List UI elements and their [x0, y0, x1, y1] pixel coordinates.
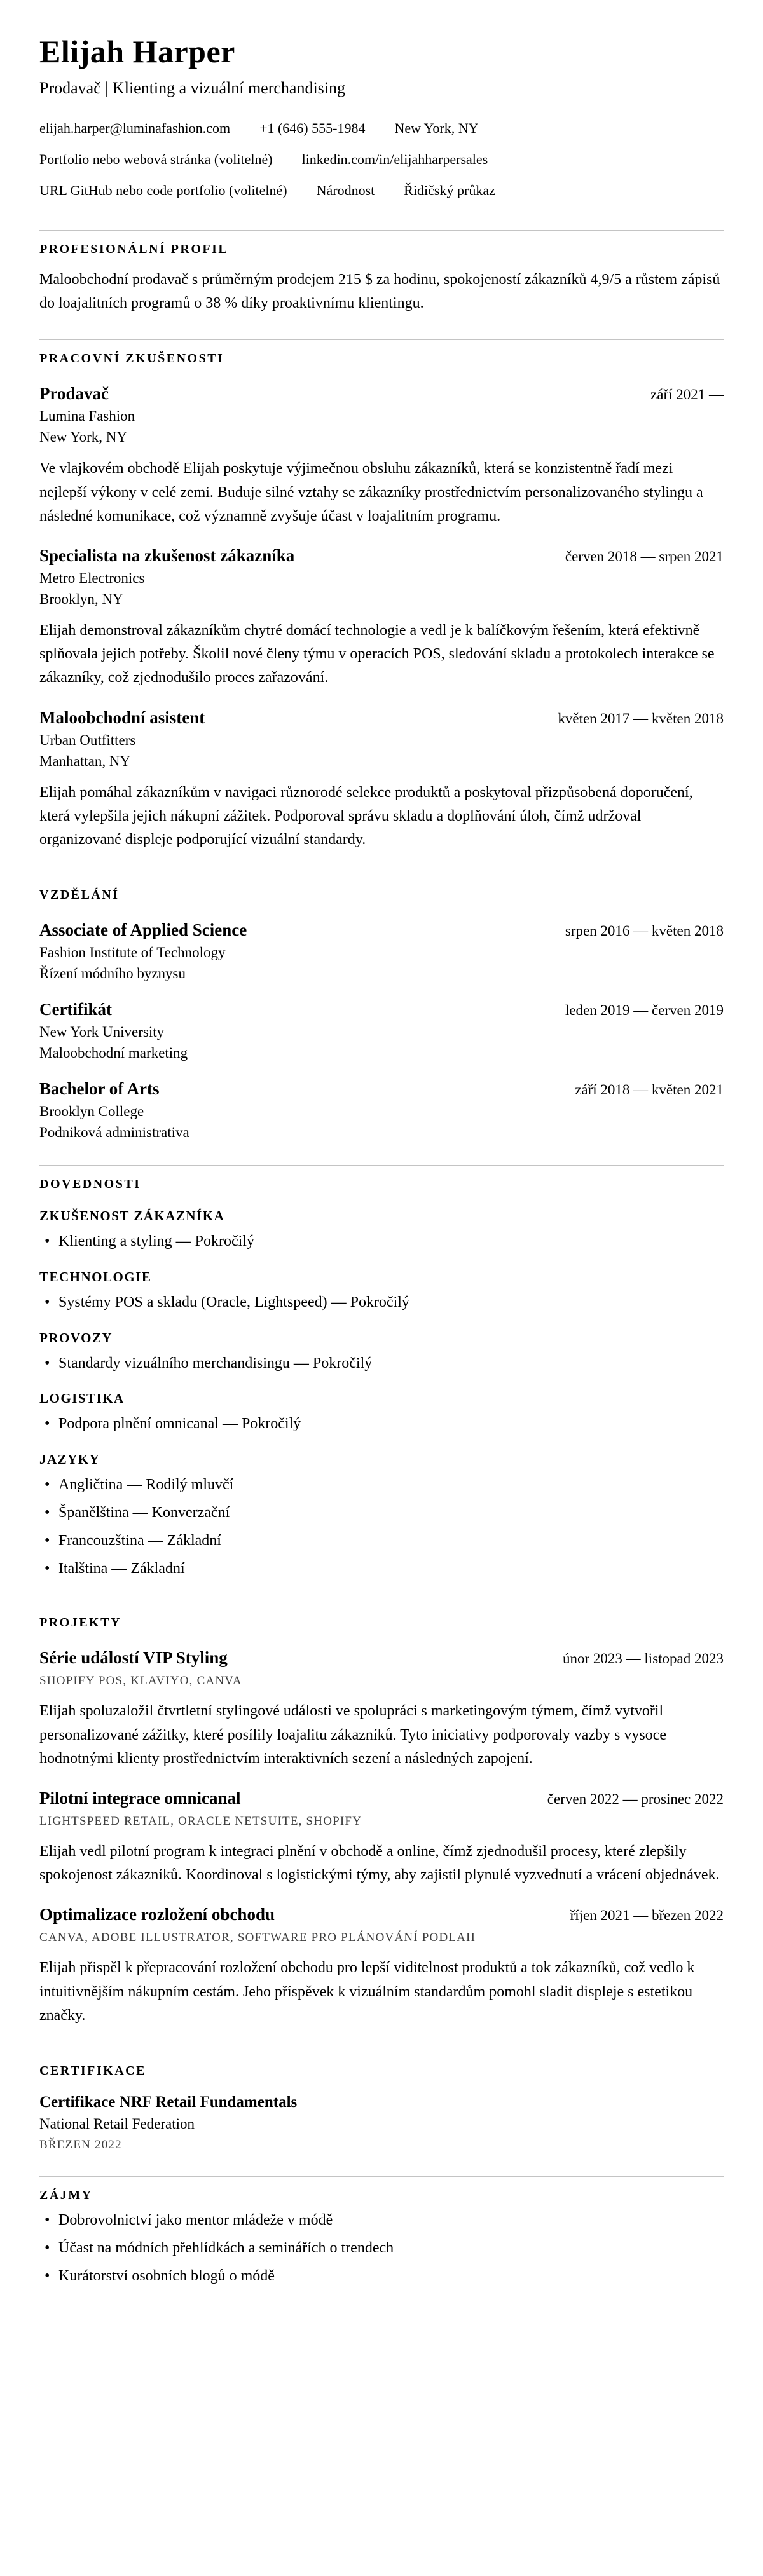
education-dates: leden 2019 — červen 2019 — [565, 1002, 724, 1019]
education-degree: Associate of Applied Science — [39, 920, 247, 940]
project-description: Elijah přispěl k přepracování rozložení obchodu pro lepší viditelnost produktů a tok zákazníků, což vedlo k intuitivnějším nákupním cestám. Jeho příspěvek k vizuálním standardům pomohl sladit displeje s estetikou značky. — [39, 1959, 695, 2024]
job-description: Elijah pomáhal zákazníkům v navigaci různorodé selekce produktů a poskytoval přizpůsobená doporučení, která vylepšila jejich nákupní zážitek. Podporoval správu skladu a doplňování úloh, čímž udržoval organizované displeje podporující vizuální standardy. — [39, 784, 693, 848]
skill-item: • Podpora plnění omnicanal — Pokročilý — [39, 1413, 724, 1435]
education-dates: srpen 2016 — květen 2018 — [565, 923, 724, 939]
certification-entry — [39, 2094, 724, 2152]
skills-list — [39, 1230, 724, 1253]
skills-group — [39, 1391, 724, 1435]
skills-group — [39, 1269, 724, 1314]
person-name: Elijah Harper — [39, 34, 235, 69]
education-dates: září 2018 — květen 2021 — [575, 1082, 724, 1098]
job-location: New York, NY — [39, 429, 128, 446]
skills-group-title: TECHNOLOGIE — [39, 1269, 152, 1285]
education-entry-head — [39, 1079, 724, 1099]
education-degree: Certifikát — [39, 1000, 112, 1019]
job-entry-head — [39, 708, 724, 728]
skills-list — [39, 1413, 724, 1435]
projects-heading: PROJEKTY — [39, 1616, 121, 1630]
skills-group-title: ZKUŠENOST ZÁKAZNÍKA — [39, 1208, 225, 1224]
project-entry — [39, 1789, 724, 1887]
section-certifications — [39, 2052, 724, 2152]
language-item: • Italština — Základní — [39, 1558, 724, 1580]
section-experience — [39, 339, 724, 852]
experience-heading: PRACOVNÍ ZKUŠENOSTI — [39, 351, 224, 366]
skills-group-title: PROVOZY — [39, 1330, 113, 1346]
skills-group-title: LOGISTIKA — [39, 1391, 125, 1407]
project-tools: SHOPIFY POS, KLAVIYO, CANVA — [39, 1674, 242, 1688]
job-company: Urban Outfitters — [39, 732, 136, 748]
education-school: New York University — [39, 1024, 165, 1040]
skill-item: • Standardy vizuálního merchandisingu — Pokročilý — [39, 1353, 724, 1375]
project-entry — [39, 1905, 724, 2027]
project-title: Optimalizace rozložení obchodu — [39, 1905, 275, 1925]
language-item: • Francouzština — Základní — [39, 1530, 724, 1552]
job-entry — [39, 708, 724, 852]
skill-item: • Systémy POS a skladu (Oracle, Lightspeed) — Pokročilý — [39, 1291, 724, 1314]
skills-group — [39, 1452, 724, 1579]
project-description: Elijah vedl pilotní program k integraci plnění v obchodě a online, čímž zjednodušil procesy, které zlepšily spokojenost zákazníků. Koordinoval s logistickými týmy, aby zajistil plynulé vyzvednutí a vrácení objednávek. — [39, 1843, 720, 1884]
education-degree: Bachelor of Arts — [39, 1079, 160, 1099]
job-location: Brooklyn, NY — [39, 590, 123, 607]
education-entry-head — [39, 1000, 724, 1019]
skills-list — [39, 1291, 724, 1314]
project-entry-head — [39, 1905, 724, 1925]
certification-issuer: National Retail Federation — [39, 2115, 195, 2132]
contact-portfolio: Portfolio nebo webová stránka (volitelné) — [39, 151, 273, 167]
job-dates: červen 2018 — srpen 2021 — [565, 548, 724, 564]
contact-block — [39, 113, 724, 206]
job-title: Specialista na zkušenost zákazníka — [39, 545, 295, 565]
certification-date: BŘEZEN 2022 — [39, 2137, 122, 2151]
education-field: Podniková administrativa — [39, 1124, 189, 1141]
project-dates: únor 2023 — listopad 2023 — [563, 1651, 724, 1667]
job-entry-head — [39, 384, 724, 404]
language-item: • Španělština — Konverzační — [39, 1502, 724, 1524]
job-description: Ve vlajkovém obchodě Elijah poskytuje výjimečnou obsluhu zákazníků, která se konzistentně řadí mezi nejlepší výkony v celé zemi. Buduje silné vztahy se zákazníky prostřednictvím personalizovaného stylingu a následné komunikace, což významně zvyšuje účast v loajalitním programu. — [39, 460, 703, 524]
contact-github: URL GitHub nebo code portfolio (volitelné) — [39, 182, 287, 198]
project-entry-head — [39, 1789, 724, 1808]
resume-header — [39, 33, 724, 206]
job-description: Elijah demonstroval zákazníkům chytré domácí technologie a vedl je k balíčkovým řešením, která efektivně splňovala jejich potřeby. Školil nové členy týmu v operacích POS, sledování skladu a protokolech interakce se zákazníky, což zjednodušilo proces zařazování. — [39, 622, 715, 686]
profile-heading: PROFESIONÁLNÍ PROFIL — [39, 242, 229, 256]
contact-driving-license: Řidičský průkaz — [404, 182, 495, 198]
profile-text: Maloobchodní prodavač s průměrným prodejem 215 $ za hodinu, spokojeností zákazníků 4,9/5 a růstem zápisů do loajalitních programů o 38 % díky proaktivnímu klientingu. — [39, 271, 720, 312]
skill-item: • Klienting a styling — Pokročilý — [39, 1230, 724, 1253]
job-title: Maloobchodní asistent — [39, 707, 205, 727]
education-entry — [39, 1000, 724, 1061]
education-entry — [39, 1079, 724, 1141]
job-location: Manhattan, NY — [39, 753, 131, 769]
person-headline: Prodavač | Klienting a vizuální merchandising — [39, 79, 346, 97]
section-profile — [39, 230, 724, 315]
interest-item: • Účast na módních přehlídkách a seminářích o trendech — [39, 2237, 724, 2259]
interests-heading: ZÁJMY — [39, 2188, 93, 2202]
project-entry — [39, 1648, 724, 1771]
contact-linkedin[interactable]: linkedin.com/in/elijahharpersales — [301, 151, 488, 167]
languages-list — [39, 1474, 724, 1579]
contact-phone: +1 (646) 555-1984 — [259, 120, 366, 136]
education-school: Fashion Institute of Technology — [39, 944, 226, 961]
contact-location: New York, NY — [394, 120, 479, 136]
section-education — [39, 876, 724, 1141]
job-entry-head — [39, 546, 724, 566]
skills-group-title: JAZYKY — [39, 1452, 100, 1468]
certification-name: Certifikace NRF Retail Fundamentals — [39, 2093, 298, 2111]
job-entry — [39, 546, 724, 690]
project-description: Elijah spoluzaložil čtvrtletní stylingové události ve spolupráci s marketingovým týmem, čímž vytvořil personalizované zážitky, které posílily loajalitu zákazníků. Tyto iniciativy podporovaly vazby s vysoce hodnotnými klienty prostřednictvím interaktivních sezení a následných zapojení. — [39, 1703, 667, 1767]
project-dates: červen 2022 — prosinec 2022 — [547, 1791, 724, 1807]
interest-item: • Kurátorství osobních blogů o módě — [39, 2265, 724, 2287]
interests-list — [39, 2209, 724, 2287]
education-school: Brooklyn College — [39, 1103, 144, 1120]
project-entry-head — [39, 1648, 724, 1668]
job-entry — [39, 384, 724, 528]
education-entry — [39, 920, 724, 982]
job-company: Lumina Fashion — [39, 408, 135, 425]
skills-group — [39, 1208, 724, 1253]
project-title: Série událostí VIP Styling — [39, 1648, 228, 1668]
contact-email[interactable]: elijah.harper@luminafashion.com — [39, 120, 231, 136]
skills-heading: DOVEDNOSTI — [39, 1177, 141, 1192]
project-title: Pilotní integrace omnicanal — [39, 1789, 241, 1808]
contact-row-2 — [39, 144, 724, 175]
skills-group — [39, 1330, 724, 1375]
contact-row-1 — [39, 113, 724, 144]
interest-item: • Dobrovolnictví jako mentor mládeže v módě — [39, 2209, 724, 2232]
language-item: • Angličtina — Rodilý mluvčí — [39, 1474, 724, 1496]
certifications-heading: CERTIFIKACE — [39, 2063, 146, 2078]
contact-nationality: Národnost — [316, 182, 375, 198]
job-company: Metro Electronics — [39, 569, 145, 586]
job-dates: září 2021 — — [650, 386, 724, 403]
job-dates: květen 2017 — květen 2018 — [558, 710, 724, 726]
education-field: Řízení módního byznysu — [39, 965, 186, 982]
education-heading: VZDĚLÁNÍ — [39, 888, 120, 903]
section-interests — [39, 2176, 724, 2287]
project-tools: LIGHTSPEED RETAIL, ORACLE NETSUITE, SHOPIFY — [39, 1815, 362, 1828]
job-title: Prodavač — [39, 384, 109, 404]
section-skills — [39, 1165, 724, 1579]
section-projects — [39, 1604, 724, 2027]
skills-list — [39, 1353, 724, 1375]
project-dates: říjen 2021 — březen 2022 — [570, 1907, 724, 1924]
contact-row-3 — [39, 175, 724, 206]
education-entry-head — [39, 920, 724, 940]
project-tools: CANVA, ADOBE ILLUSTRATOR, SOFTWARE PRO PLÁNOVÁNÍ PODLAH — [39, 1931, 476, 1945]
education-field: Maloobchodní marketing — [39, 1045, 188, 1061]
